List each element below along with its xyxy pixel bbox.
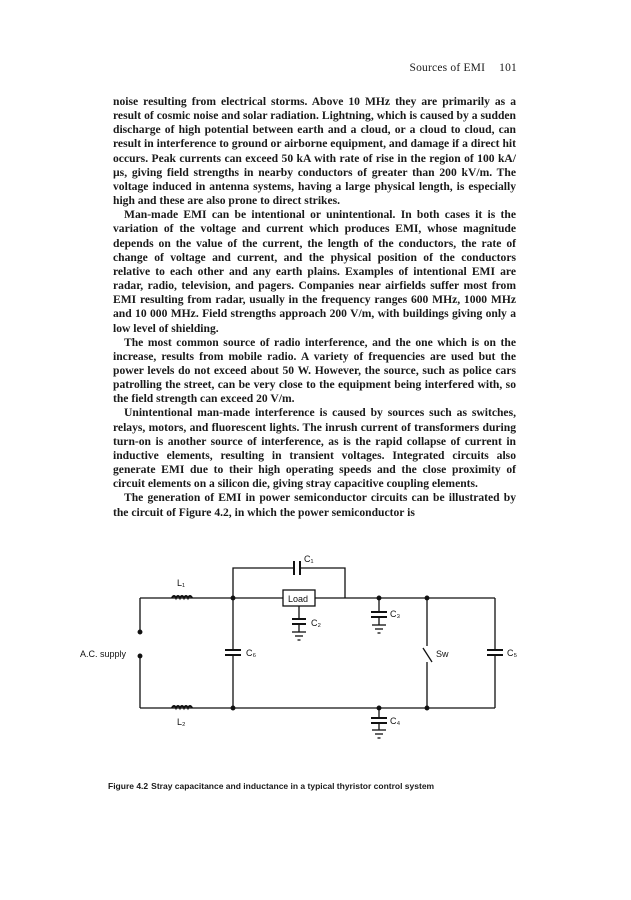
paragraph-4: Unintentional man-made interference is caused by sources such as switches, relays, motors, and fluorescent lights. The inrush current of transformers during turn-on is another source of interference, as is the rapid collapse of current in inductive elements, resulting in transient voltages. Integrated circuits also generate EMI due to their high operating speeds and the close proximity of circuit elements on a silicon die, giving stray capacitive coupling elements. <box>113 406 516 491</box>
paragraph-1: noise resulting from electrical storms. Above 10 MHz they are primarily as a result of cosmic noise and solar radiation. Lightning, which is caused by a sudden discharge of high potential between earth and a cloud, or a cloud to cloud, can result in interference to ground or airborne equipment, and damage if a direct hit occurs. Peak currents can exceed 50 kA with rate of rise in the region of 100 kA/µs, giving field strengths in nearby conductors of greater than 200 kV/m. The voltage induced in antenna systems, having a large physical length, is especially high and these are also prone to direct strikes. <box>113 95 516 208</box>
figure-caption <box>108 781 434 791</box>
supply-terminal-top <box>138 630 142 634</box>
figure-caption-text: Stray capacitance and inductance in a typical thyristor control system <box>151 781 435 791</box>
paragraph-3: The most common source of radio interference, and the one which is on the increase, results from mobile radio. A variety of frequencies are used but the power levels do not exceed about 50 W. However, the source, such as police cars patrolling the street, can be very close to the equipment being interfered with, so the field strength can exceed 20 V/m. <box>113 335 516 406</box>
label-l2: L₂ <box>177 717 186 727</box>
label-c1: C₁ <box>304 554 314 564</box>
figure-number: Figure 4.2 <box>108 781 149 791</box>
body-text <box>113 95 516 520</box>
label-c6: C₆ <box>246 648 257 658</box>
label-l1: L₁ <box>177 578 186 588</box>
label-c3: C₃ <box>390 609 401 619</box>
switch-blade <box>423 648 432 662</box>
label-c5: C₅ <box>507 648 518 658</box>
label-load: Load <box>288 594 309 604</box>
label-c4: C₄ <box>390 716 401 726</box>
label-c2: C₂ <box>311 618 321 628</box>
running-header <box>410 62 517 74</box>
supply-terminal-bottom <box>138 654 142 658</box>
label-supply: A.C. supply <box>80 649 127 659</box>
circuit-figure <box>80 550 520 770</box>
header-section-title: Sources of EMI <box>409 62 486 74</box>
paragraph-5: The generation of EMI in power semiconductor circuits can be illustrated by the circuit of Figure 4.2, in which the power semiconductor is <box>113 491 516 519</box>
page-number: 101 <box>499 62 517 74</box>
label-switch: Sw <box>436 649 449 659</box>
paragraph-2: Man-made EMI can be intentional or unintentional. In both cases it is the variation of the voltage and current which produces EMI, whose magnitude depends on the value of the current, the length of the conductors, the rate of change of voltage and current, and the physical position of the conductors relative to each other and any earth plains. Examples of intentional EMI are radar, radio, television, and pagers. Companies near airfields suffer most from EMI resulting from radar, usually in the frequency ranges 600 MHz, 1000 MHz and 10 000 MHz. Field strengths approach 200 V/m, with buildings giving only a low level of shielding. <box>113 208 516 335</box>
